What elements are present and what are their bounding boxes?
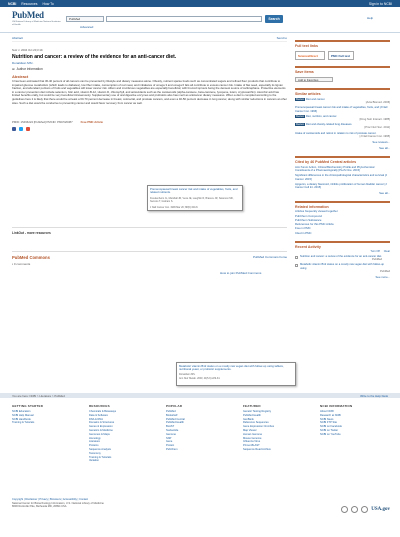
hhs-seal-icon[interactable] [361, 506, 368, 513]
resources-menu[interactable]: Resources [21, 1, 38, 6]
footer-link[interactable]: Genetic Testing Registry [243, 410, 272, 413]
footer-link[interactable]: NCBI on Facebook [320, 425, 342, 429]
related-item[interactable]: Free in PMC [295, 226, 311, 231]
popup-journal: J Natl Cancer Inst. 1996 Mar 20; 88(6):340-8. [150, 205, 199, 209]
see-more-link[interactable]: See more... [375, 275, 390, 280]
sidebar [295, 40, 390, 285]
footer-link[interactable]: Genomes & Maps [89, 432, 110, 436]
footer-link[interactable]: DNA & RNA [89, 417, 103, 421]
similar-item[interactable]: Review Diet and cancer. [Acta Biomed. 2006] [296, 98, 390, 105]
article-title: Nutrition and cancer: a review of the evidence for an anti-cancer diet. [12, 54, 177, 60]
hover-popup-activity [176, 362, 296, 386]
footer-col-popular: POPULAR PubMed Bookshelf PubMed Central PubMed Health BLAST Nucleotide Genome SNP Gene Protein PubChem [166, 404, 228, 452]
footer-link[interactable]: PubMed Central [166, 417, 185, 421]
pmid-line [12, 120, 287, 124]
advanced-link[interactable]: Advanced [80, 25, 94, 29]
pmc-fulltext-link[interactable]: PMC Full text [328, 51, 354, 60]
pubmed-commons-header [12, 251, 287, 260]
nlm-seal-icon[interactable] [341, 506, 348, 513]
footer-link[interactable]: Training & Tutorials [89, 455, 112, 459]
agency-logos [341, 506, 390, 513]
clear-link[interactable]: Clear [383, 250, 390, 254]
pubmed-logo[interactable]: PubMed [12, 10, 44, 20]
search-button[interactable]: Search [265, 15, 283, 23]
comment-icon: ▪ [12, 262, 14, 266]
how-to-menu[interactable]: How To [42, 1, 54, 6]
fulltext-heading: Full text links [295, 44, 318, 48]
footer-link[interactable]: PubChem [166, 447, 178, 451]
author-info-toggle[interactable] [12, 67, 287, 71]
pmid-text: PMID: 15496224 [PubMed] PMCID: PMC526387 [12, 120, 73, 124]
footer-link[interactable]: About NCBI [320, 410, 334, 413]
related-info-box [295, 201, 390, 235]
footer-link[interactable]: Genome [166, 432, 176, 436]
save-heading[interactable]: Save items [295, 70, 314, 74]
activity-heading[interactable]: Recent Activity [295, 245, 321, 250]
footer-link[interactable]: Primer-BLAST [243, 444, 260, 448]
site-footer [0, 400, 400, 537]
cited-item[interactable]: Significant differences in the clinicopathological characteristics and survival [J Cancer. 2015] [295, 174, 387, 181]
footer-link[interactable]: Genes & Expression [89, 425, 113, 429]
footer-link[interactable]: Chemicals & Bioassays [89, 410, 117, 413]
hover-popup-similar [147, 185, 243, 211]
footer-link[interactable]: SNP [166, 436, 172, 440]
footer-link[interactable]: GenBank [243, 417, 254, 421]
footer-link[interactable]: Human Genome [243, 432, 263, 436]
popup2-authors: Donaldson MS. [179, 372, 196, 376]
footer-link[interactable]: Research at NCBI [320, 413, 341, 417]
footer-link[interactable]: Literature [89, 440, 100, 444]
footer-link[interactable]: Sequence Analysis [89, 447, 111, 451]
footer-link[interactable]: Nucleotide [166, 428, 179, 432]
review-badge: Review [296, 114, 304, 118]
address-line-2: 8600 Rockville Pike, Bethesda MD, 20894 USA [12, 505, 67, 509]
footer-col-ncbi-info: NCBI INFORMATION About NCBI Research at NCBI NCBI News NCBI FTP Site NCBI on Facebook NCBI on Twitter NCBI on YouTube [320, 404, 382, 437]
abstract-heading: Abstract [12, 74, 29, 79]
abstract-text: It has been estimated that 30-40 percent of all cancers can be prevented by lifestyle and dietary measures alone. Obesity, nutrient sparse foods such as concentrated sugars and refined flour products that contribute to impaired glucose metabolism (which leads to diabetes), low fiber intake, consumption of red meat, and imbalance of omega 3 and omega 6 fats all contribute to excess cancer risk. Intake of flax seed, especially its lignan fraction, and abundant portions of fruits and vegetables will lower cancer risk. Allium and cruciferous vegetables are especially beneficial, with broccoli sprouts being the densest source of sulforaphane. Protective elements in a cancer prevention diet include selenium, folic acid, vitamin B-12, vitamin D, chlorophyll, and antioxidants such as the carotenoids (alpha-carotene, beta-carotene, lycopene, lutein, cryptoxanthin). Ascorbic acid has limited benefits orally, but could be very beneficial intravenously. Supplementary use of oral digestive enzymes and probiotics also has merit as anticancer dietary measures. When a diet is compiled according to the guidelines here it is likely that there would be at least a 60-70 percent decrease in breast, colorectal, and prostate cancers, and even a 40-50 percent decrease in lung cancer, along with similar reductions in cancers at other sites. Such a diet would be conducive to preventing cancer and would favor recovery from cancer as well. [12, 80, 287, 105]
footer-col-getting-started: GETTING STARTED NCBI Education NCBI Help Manual NCBI Handbook Training & Tutorials [12, 404, 74, 425]
footer-link[interactable]: Sequence Read Archive [243, 447, 271, 451]
send-to-menu[interactable]: Send to [276, 36, 287, 40]
document-icon [295, 256, 298, 259]
footer-link[interactable]: Training & Tutorials [12, 421, 35, 425]
help-desk-link[interactable]: Write to the Help Desk [360, 393, 388, 398]
related-heading[interactable]: Related information [295, 205, 329, 210]
expand-icon: ⊞ [12, 67, 15, 71]
cited-heading[interactable]: Cited by 46 PubMed Central articles [295, 160, 357, 165]
cited-item[interactable]: Apigenin, a dietary flavonoid, inhibits proliferation of human bladder cancer [J Cancer Cell Int. 2015] [295, 182, 387, 190]
search-input[interactable] [106, 16, 262, 22]
similar-articles-box [295, 88, 390, 150]
google-plus-icon[interactable] [26, 127, 30, 131]
linkout-toggle[interactable] [12, 227, 287, 235]
footer-link[interactable]: PubMed Health [166, 421, 184, 425]
footer-col-featured: FEATURED Genetic Testing Registry PubMed Health GenBank Reference Sequences Gene Expression Omnibus Map Viewer Human Genome Mouse Genome Influenza Virus Primer-BLAST Sequence Read Archive [243, 404, 305, 452]
twitter-icon[interactable] [19, 127, 23, 131]
nih-seal-icon[interactable] [351, 506, 358, 513]
footer-link[interactable]: Protein [166, 444, 175, 448]
popup2-journal: Ann Nutr Metab. 2000; 44(5-6):229-34. [179, 377, 221, 381]
footer-link[interactable]: NCBI on Twitter [320, 428, 339, 432]
similar-item[interactable]: Premenopausal breast cancer risk and intake of vegetables, fruits, and [J Natl Cancer Inst. 1996] [295, 106, 388, 113]
see-all-similar-link[interactable]: See all... [379, 146, 390, 151]
similar-item[interactable]: Review Diet, nutrition, and cancer. [Drug Nutr Interact. 1985] [296, 114, 390, 122]
related-item[interactable]: PubChem Substance [295, 217, 322, 222]
usa-gov-logo[interactable]: USA.gov [371, 507, 390, 512]
ncbi-link[interactable]: NCBI [8, 1, 17, 6]
turn-off-link[interactable]: Turn Off [370, 250, 380, 254]
legal-links[interactable]: Copyright | Disclaimer | Privacy | Browsers | Accessibility | Contact [12, 498, 89, 501]
footer-link[interactable]: Data & Software [89, 413, 108, 417]
footer-breadcrumb-bar [0, 393, 400, 398]
address-line-1: National Center for Biotechnology Information, U.S. National Library of Medicine [12, 501, 104, 505]
join-commons-link[interactable]: How to join PubMed Commons [220, 271, 262, 275]
footer-link[interactable]: Gene Expression Omnibus [243, 425, 274, 429]
citation: Nutr J. 2004 Oct 20;3:19. [12, 48, 44, 52]
footer-link[interactable]: Mouse Genome [243, 436, 262, 440]
footer-link[interactable]: NCBI Handbook [12, 417, 31, 421]
save-box [295, 66, 390, 82]
footer-link[interactable]: PubMed Health [243, 413, 261, 417]
cited-by-box [295, 156, 390, 195]
footer-link[interactable]: Reference Sequences [243, 421, 269, 425]
activity-item[interactable]: Metabolic vitamin B12 status on a mostly raw vegan diet with follow-up using PubMed [295, 263, 390, 273]
popup2-title[interactable]: Metabolic vitamin B12 status on a mostly raw vegan diet with follow-up using tablets, nutritional yeast, or probiotic supplements. [179, 364, 284, 372]
footer-bottom [12, 498, 388, 509]
author-link[interactable]: Donaldson MS¹. [12, 61, 34, 65]
footer-link[interactable]: Proteins [89, 444, 99, 448]
related-item[interactable]: Cited in PMC [295, 230, 312, 235]
pubmed-commons-home-link[interactable]: PubMed Commons home [252, 255, 287, 259]
footer-link[interactable]: NCBI Education [12, 410, 31, 413]
footer-link[interactable]: Genetics & Medicine [89, 428, 113, 432]
free-pmc-link[interactable]: Free PMC Article [80, 120, 103, 124]
comments-count [12, 262, 30, 266]
footer-link[interactable]: NCBI Help Manual [12, 413, 34, 417]
related-item[interactable]: PubChem Compound [295, 213, 322, 218]
top-bar [0, 0, 400, 7]
footer-link[interactable]: NCBI FTP Site [320, 421, 337, 425]
footer-link[interactable]: NCBI News [320, 417, 334, 421]
footer-link[interactable]: Variation [89, 459, 100, 463]
linkout-label: LinkOut - more resources [12, 231, 51, 235]
help-link[interactable]: Help [367, 16, 374, 20]
database-select[interactable]: PubMed [66, 16, 104, 22]
similar-item[interactable]: Intake of carotenoids and retinol in relation to risk of prostate cancer. [J Natl Cancer Inst. 1995] [295, 131, 390, 138]
breadcrumb[interactable]: You are here: NCBI > Literature > PubMed [12, 393, 65, 398]
footer-link[interactable]: Homology [89, 436, 101, 440]
sciencedirect-link[interactable]: ScienceDirect [295, 51, 325, 60]
popup-title[interactable]: Premenopausal breast cancer risk and intake of vegetables, fruits, and related nutrients. [150, 187, 238, 195]
format-select[interactable]: Abstract [12, 36, 24, 40]
article-main [12, 36, 287, 131]
footer-link[interactable]: Influenza Virus [243, 440, 261, 444]
display-bar [12, 36, 287, 42]
see-reviews-link[interactable]: See reviews... [372, 140, 390, 145]
footer-link[interactable]: Gene [166, 440, 173, 444]
similar-item[interactable]: Review Diet and obesity-related lung diseases. [Proc Nutr Soc. 2011] [296, 123, 390, 130]
search-header [0, 7, 400, 33]
footer-link[interactable]: Bookshelf [166, 413, 178, 417]
review-badge: Review [296, 123, 304, 127]
author-info-label: Author information [16, 67, 43, 71]
footer-link[interactable]: BLAST [166, 425, 175, 429]
footer-link[interactable]: PubMed [166, 410, 176, 413]
add-to-favorites-button[interactable]: Add to Favorites [295, 77, 333, 82]
footer-link[interactable]: Map Viewer [243, 428, 257, 432]
signin-link[interactable]: Sign in to NCBI [368, 1, 392, 6]
fulltext-box [295, 40, 390, 60]
related-item[interactable]: References for this PMC Article [295, 222, 334, 227]
share-icons [12, 127, 287, 131]
recent-activity-box [295, 241, 390, 279]
footer-link[interactable]: NCBI on YouTube [320, 432, 341, 436]
similar-heading[interactable]: Similar articles [295, 92, 321, 96]
document-icon [295, 264, 298, 267]
nlm-tagline: US National Library of Medicine National Institutes of Health [12, 21, 61, 26]
cited-item[interactable]: Anti-Tumor Action, Clinical Biochemistry Profile and Phytochemical Constituents of a Pharmacologically [PLoS One. 2015] [295, 166, 375, 173]
see-all-cited-link[interactable]: See all... [379, 191, 390, 196]
activity-item[interactable]: Nutrition and cancer: a review of the evidence for an anti-cancer diet. PubMed [295, 255, 390, 261]
footer-link[interactable]: Domains & Structures [89, 421, 115, 425]
related-item[interactable]: Articles frequently viewed together [295, 209, 338, 214]
review-badge: Review [296, 98, 304, 101]
pubmed-commons-heading: PubMed Commons [12, 255, 50, 260]
footer-col-resources: RESOURCES Chemicals & Bioassays Data & Software DNA & RNA Domains & Structures Genes & Expression Genetics & Medicine Genomes & Maps Homology Literature Proteins Sequence Analysis Taxonomy Training & Tutorials Variation [89, 404, 151, 463]
comments-label: 0 comments [13, 262, 31, 266]
facebook-icon[interactable] [12, 127, 16, 131]
popup-authors: Freudenheim JL, Marshall JR, Vena JE, Laughlin R, Brasure JR, Swanson MK, Nemoto T, Graham S. [150, 196, 234, 204]
footer-link[interactable]: Taxonomy [89, 451, 101, 455]
